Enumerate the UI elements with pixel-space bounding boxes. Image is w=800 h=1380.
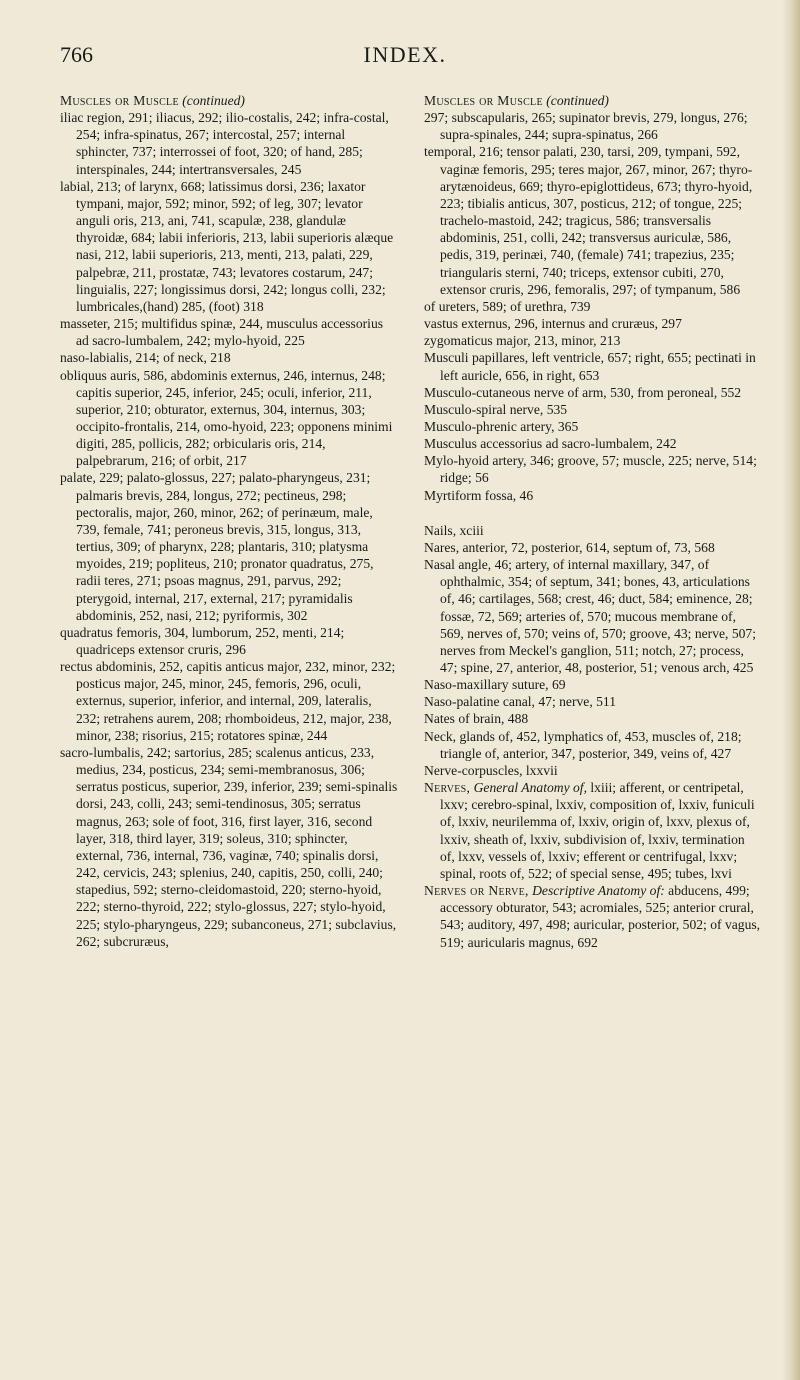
index-entry [60, 624, 398, 658]
index-entry [60, 658, 398, 744]
index-entry [424, 882, 762, 951]
entry-text: masseter, 215; multifidus spinæ, 244, musculus accessorius ad sacro-lumbalem, 242; mylo-hyoid, 225 [60, 316, 384, 349]
index-entry [60, 109, 398, 178]
index-entry [424, 522, 762, 539]
entry-heading-note: (continued) [182, 93, 245, 108]
index-entry [424, 487, 762, 504]
index-entry [424, 676, 762, 693]
index-entry [424, 143, 762, 297]
entry-text: vastus externus, 296, internus and cruræus, 297 [424, 316, 682, 332]
index-entry [424, 693, 762, 710]
entry-text: lxiii; afferent, or centripetal, lxxv; cerebro-spinal, lxxiv, composition of, lxxiv, funiculi of, lxxiv, neurilemma of, lxxiv, origin of, lxxv, plexus of, lxxiv, sheath of, lxxiv, subdivision of, lxxiv, termination of, lxxv, vessels of, lxxiv; efferent or centrifugal, lxxv; spinal, roots of, 522; of special sense, 495; tubes, lxvi [440, 780, 755, 881]
index-entry [424, 315, 762, 332]
page-edge-shadow [782, 0, 800, 1380]
entry-heading: Muscles or Muscle [424, 93, 543, 108]
entry-heading-note: Descriptive Anatomy of: [532, 883, 665, 899]
index-entry [424, 710, 762, 727]
index-entry [60, 367, 398, 470]
index-entry [60, 315, 398, 349]
index-entry [424, 349, 762, 383]
entry-text: iliac region, 291; iliacus, 292; ilio-costalis, 242; infra-costal, 254; infra-spinatus, 267; intercostal, 257; internal sphincter, 737; interrossei of foot, 320; of hand, 285; interspinales, 244; intertransversales, 245 [60, 110, 389, 177]
entry-text: Myrtiform fossa, 46 [424, 487, 534, 503]
entry-heading: Nerves or Nerve, [424, 883, 529, 899]
entry-text: Nates of brain, 488 [424, 711, 529, 727]
index-entry [424, 539, 762, 556]
page-number: 766 [60, 42, 93, 67]
entry-heading-note: (continued) [546, 93, 609, 108]
entry-text: Nasal angle, 46; artery, of internal maxillary, 347, of ophthalmic, 354; of septum, 341; bones, 43, articulations of, 46; cartilages, 568; crest, 46; duct, 584; eminence, 28; fossæ, 72, 569; arteries of, 570; mucous membrane of, 569, nerves of, 570; veins of, 570; groove, 43; nerve, 507; nerves from Meckel's ganglion, 511; notch, 27; process, 47; spine, 27, anterior, 48, posterior, 51; venous arch, 425 [424, 557, 756, 675]
index-entry [424, 556, 762, 676]
entry-heading-note: General Anatomy of, [473, 780, 587, 796]
entry-text: Nares, anterior, 72, posterior, 614, septum of, 73, 568 [424, 539, 715, 555]
index-entry [424, 762, 762, 779]
left-column [60, 92, 398, 1342]
entry-text: obliquus auris, 586, abdominis externus, 246, internus, 248; capitis superior, 245, inferior, 245; oculi, inferior, 211, superior, 210; obturator, externus, 304, internus, 303; occipito-frontalis, 214, omo-hyoid, 223; opponens minimi digiti, 285, pollicis, 282; orbicularis oris, 214, palpebrarum, 216; of orbit, 217 [60, 367, 393, 469]
index-entry [424, 109, 762, 143]
entry-text: Musculo-phrenic artery, 365 [424, 418, 579, 434]
index-entry [424, 452, 762, 486]
entry-text: Musculi papillares, left ventricle, 657; right, 655; pectinati in left auricle, 656, in right, 653 [424, 350, 756, 383]
entry-text: temporal, 216; tensor palati, 230, tarsi, 209, tympani, 592, vaginæ femoris, 295; teres major, 267, minor, 267; thyro-arytænoideus, 669; thyro-epiglottideus, 673; thyro-hyoid, 223; tibialis anticus, 307, posticus, 212; of tongue, 225; trachelo-mastoid, 242; tragicus, 586; transversalis abdominis, 251, colli, 242; transversus auriculæ, 586, pedis, 319, perinæi, 740, (female) 741; trapezius, 235; triangularis sterni, 740; triceps, extensor cubiti, 270, extensor cruris, 296, femoralis, 297; of tympanum, 586 [424, 144, 753, 297]
running-title: INDEX. [363, 42, 447, 67]
index-entry [424, 384, 762, 401]
index-entry [424, 401, 762, 418]
entry-text: Musculo-spiral nerve, 535 [424, 401, 568, 417]
entry-text: palate, 229; palato-glossus, 227; palato-pharyngeus, 231; palmaris brevis, 284, longus, 272; pectineus, 298; pectoralis, major, 260, minor, 262; of perinæum, male, 739, female, 741; peroneus brevis, 315, longus, 313, tertius, 309; of pharynx, 228; plantaris, 310; platysma myoides, 219; popliteus, 210; pronator quadratus, 275, radii teres, 271; psoas magnus, 291, parvus, 292; pterygoid, internal, 217, external, 217; pyramidalis abdominis, 252, nasi, 212; pyriformis, 302 [60, 470, 374, 623]
entry-text: labial, 213; of larynx, 668; latissimus dorsi, 236; laxator tympani, major, 592; minor, 592; of leg, 307; levator anguli oris, 213, ani, 741, scapulæ, 238, glandulæ thyroidæ, 684; labii inferioris, 213, labii superioris alæque nasi, 212, labii superioris, 213, menti, 213, palati, 229, palpebræ, 211, prostatæ, 743; levatores costarum, 247; linguialis, 227; longissimus dorsi, 242; longus colli, 232; lumbricales,(hand) 285, (foot) 318 [60, 178, 394, 314]
index-entry [424, 418, 762, 435]
entry-text: rectus abdominis, 252, capitis anticus major, 232, minor, 232; posticus major, 245, minor, 245, femoris, 296, oculi, externus, superior, inferior, and internal, 209, lateralis, 232; retrahens aurem, 208; rhomboideus, 212, major, 238, minor, 238; risorius, 215; rotatores spinæ, 244 [60, 659, 396, 743]
entry-heading: Muscles or Muscle [60, 93, 179, 108]
page-header [60, 42, 750, 76]
entry-text: naso-labialis, 214; of neck, 218 [60, 350, 231, 366]
entry-text: Neck, glands of, 452, lymphatics of, 453, muscles of, 218; triangle of, anterior, 347, posterior, 349, veins of, 427 [424, 728, 742, 761]
index-entry [424, 779, 762, 882]
index-entry [60, 349, 398, 366]
entry-heading: Nerves, [424, 780, 471, 796]
entry-text: quadratus femoris, 304, lumborum, 252, menti, 214; quadriceps extensor cruris, 296 [60, 624, 345, 657]
right-column [424, 92, 762, 1342]
index-entry [424, 298, 762, 315]
index-entry [60, 469, 398, 623]
entry-text: sacro-lumbalis, 242; sartorius, 285; scalenus anticus, 233, medius, 234, posticus, 234; semi-membranosus, 306; serratus posticus, superior, 239, inferior, 239; semi-spinalis dorsi, 243, colli, 243; semi-tendinosus, 305; serratus magnus, 263; sole of foot, 316, first layer, 316, second layer, 318, third layer, 319; soleus, 310; sphincter, external, 736, internal, 736, vaginæ, 740; spinalis dorsi, 242, cervicis, 243; splenius, 240, capitis, 250, colli, 240; stapedius, 592; sterno-cleidomastoid, 220; sterno-hyoid, 222; sterno-thyroid, 222; stylo-glossus, 227; stylo-hyoid, 225; stylo-pharyngeus, 229; subanconeus, 271; subclavius, 262; subcruræus, [60, 744, 398, 949]
index-entry [424, 435, 762, 452]
index-entry [424, 92, 762, 109]
index-entry [424, 332, 762, 349]
index-entry [424, 728, 762, 762]
entry-text: Musculus accessorius ad sacro-lumbalem, 242 [424, 436, 677, 452]
entry-text: 297; subscapularis, 265; supinator brevis, 279, longus, 276; supra-spinales, 244; supra-spinatus, 266 [424, 110, 748, 143]
section-gap [424, 504, 762, 522]
entry-text: Naso-maxillary suture, 69 [424, 677, 566, 693]
entry-text: Musculo-cutaneous nerve of arm, 530, from peroneal, 552 [424, 384, 742, 400]
index-entry [60, 178, 398, 315]
entry-text: Nails, xciii [424, 522, 484, 538]
index-columns [60, 92, 760, 1342]
entry-text: Naso-palatine canal, 47; nerve, 511 [424, 694, 616, 710]
entry-text: Nerve-corpuscles, lxxvii [424, 762, 558, 778]
entry-text: zygomaticus major, 213, minor, 213 [424, 333, 621, 349]
entry-text: of ureters, 589; of urethra, 739 [424, 298, 591, 314]
index-entry [60, 744, 398, 950]
index-entry [60, 92, 398, 109]
entry-text: abducens, 499; accessory obturator, 543; acromiales, 525; anterior crural, 543; auditory, 497, 498; auricular, posterior, 502; of vagus, 519; auricularis magnus, 692 [440, 883, 761, 950]
entry-text: Mylo-hyoid artery, 346; groove, 57; muscle, 225; nerve, 514; ridge; 56 [424, 453, 757, 486]
